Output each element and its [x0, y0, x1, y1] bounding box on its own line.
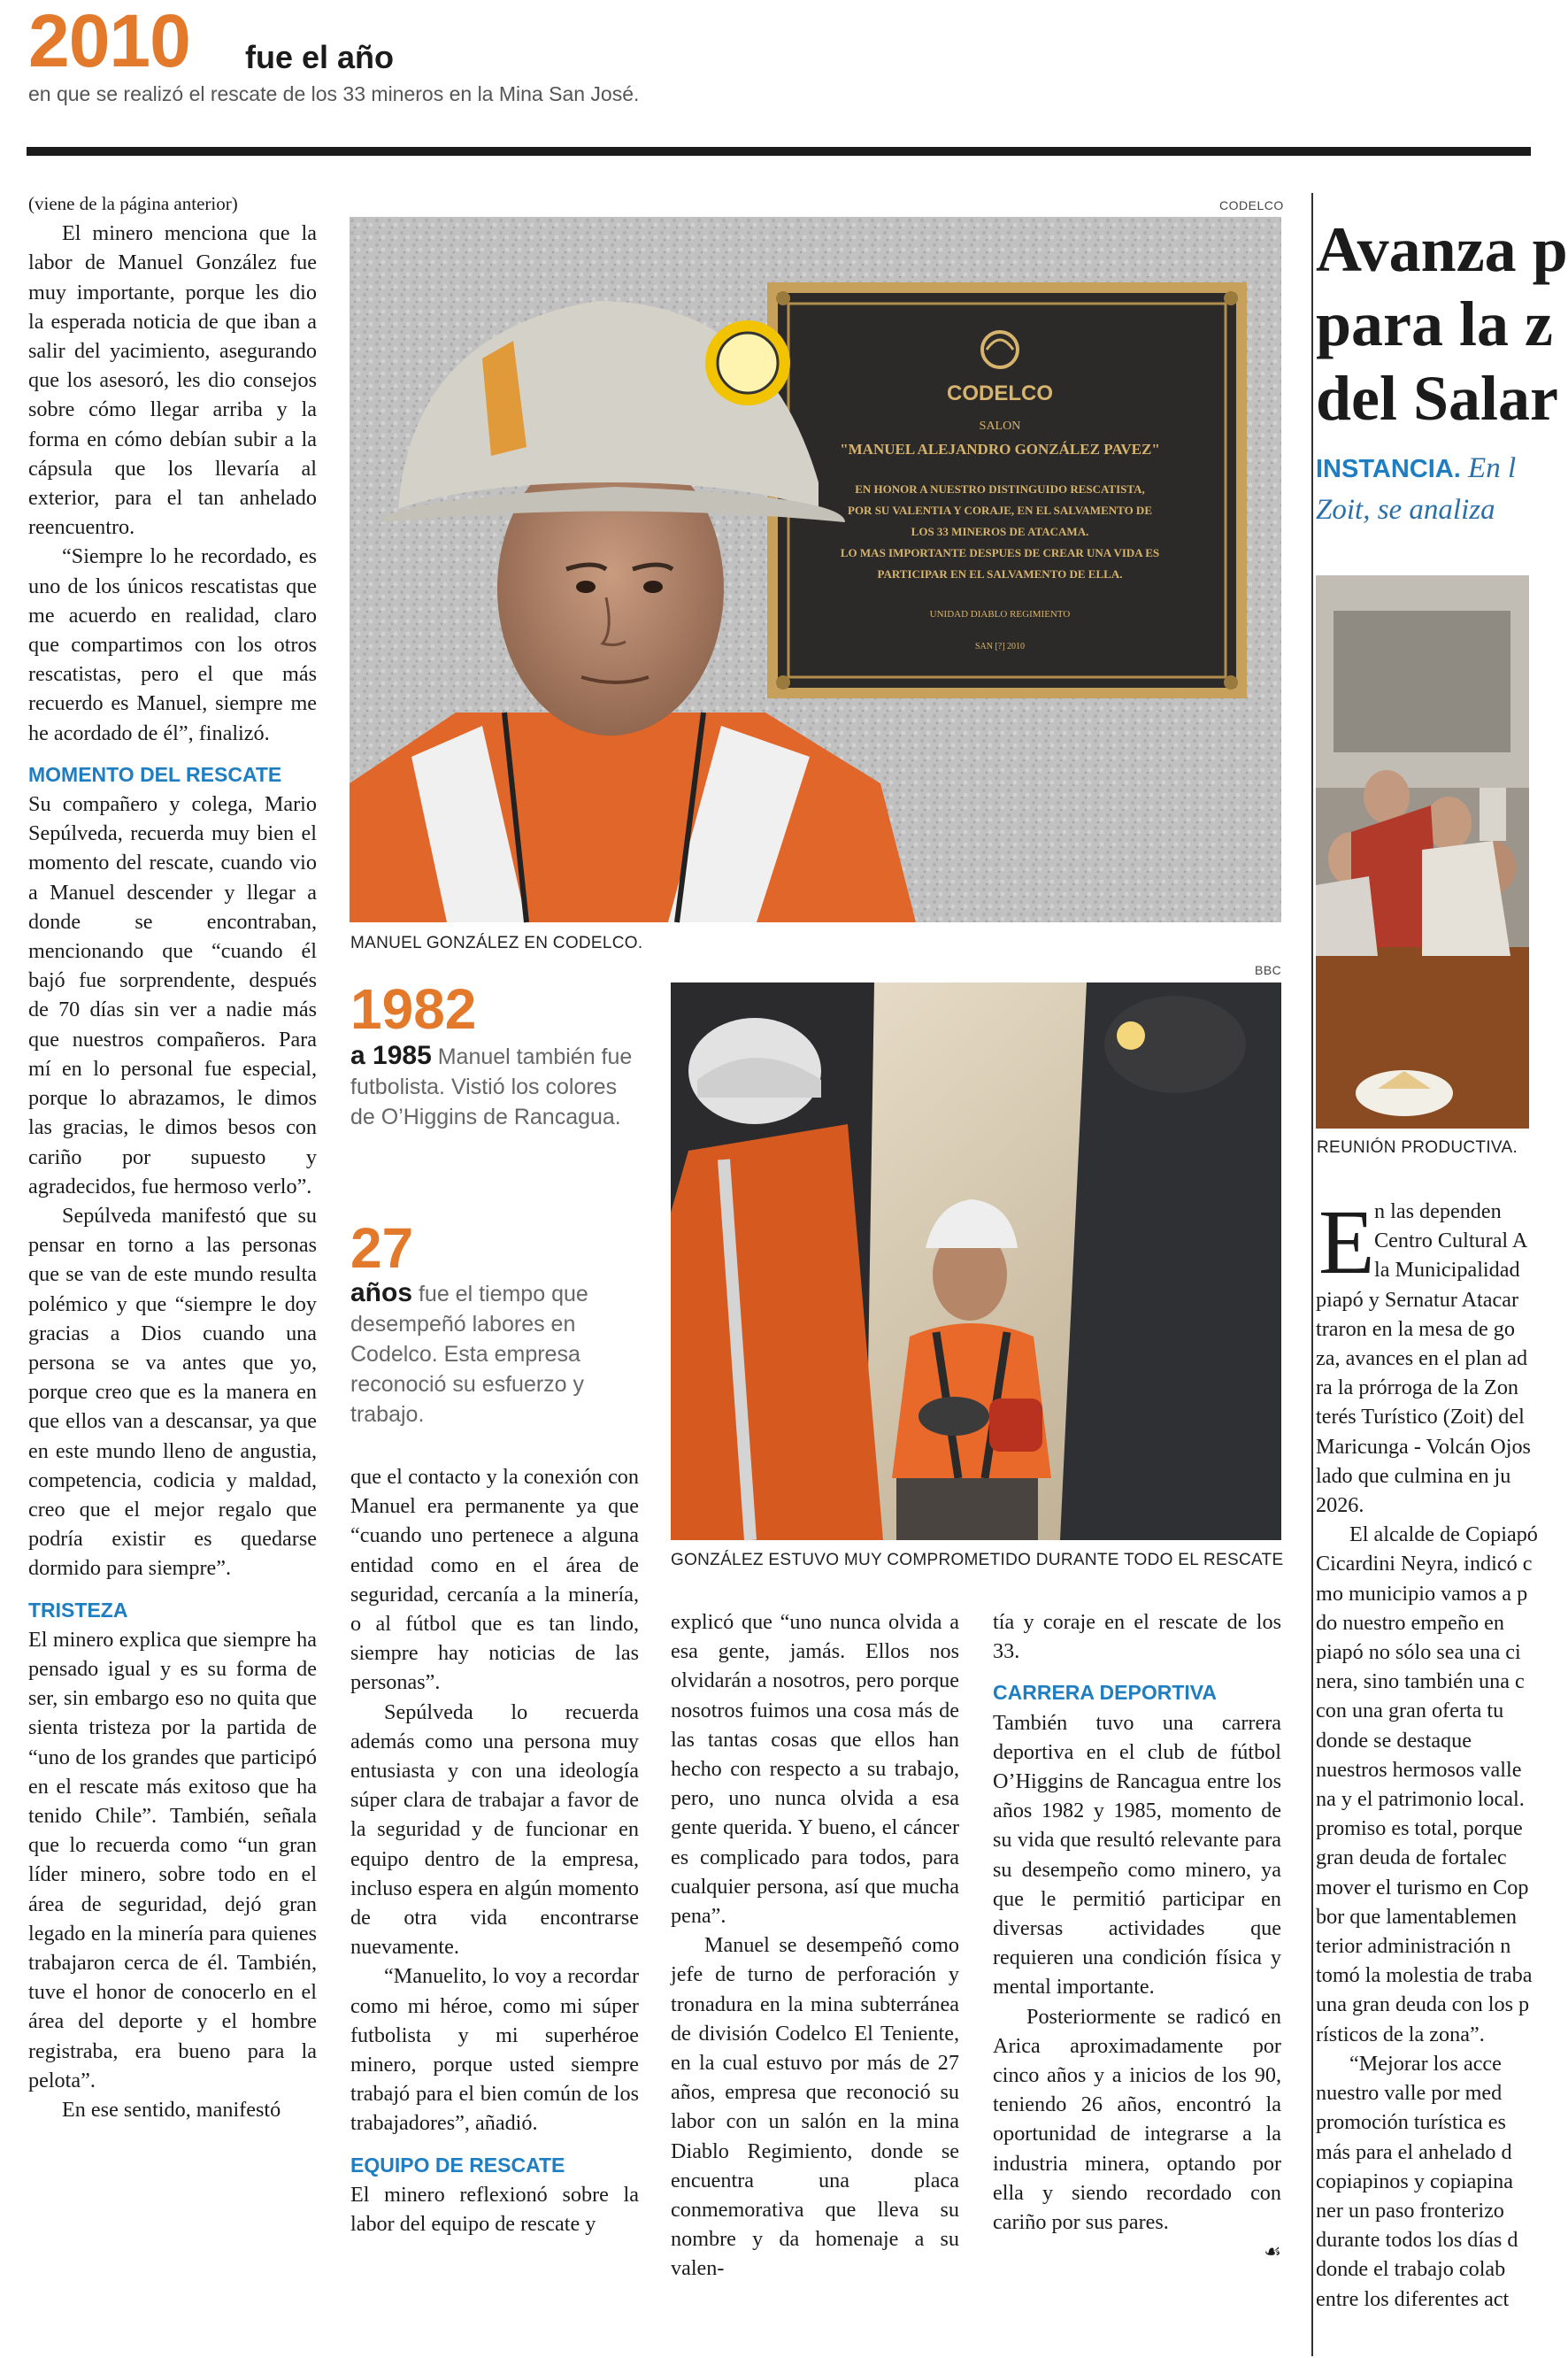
- photo-graphic: [1316, 575, 1529, 1129]
- stat-27-number: 27: [350, 1216, 414, 1280]
- subhead-carrera-deportiva: CARRERA DEPORTIVA: [993, 1681, 1218, 1705]
- column-divider: [1311, 193, 1313, 2356]
- continuation-note: (viene de la página anterior): [28, 193, 238, 214]
- text-line: entre los diferentes act: [1316, 2286, 1510, 2311]
- article-column-3: [671, 1607, 959, 2284]
- end-mark: ☙: [1264, 2240, 1281, 2263]
- paragraph: Manuel se desempeñó como jefe de turno de perforación y tronadura en la mina subterránea de división Codelco El Teniente, en la cual estuvo por más de 27 años, empresa que reconoció su labor con un salón en la mina Diablo Regimiento, donde se encuentra una placa conmemorativa que lleva su nombre y da homenaje a su valen-: [671, 1933, 959, 2281]
- text-line: lado que culmina en ju: [1316, 1463, 1511, 1488]
- plaque-text: POR SU VALENTIA Y CORAJE, EN EL SALVAMENTO DE: [848, 504, 1152, 517]
- text-line: terés Turístico (Zoit) del: [1316, 1405, 1525, 1429]
- photo-meeting: [1316, 575, 1529, 1129]
- text-line: traron en la mesa de go: [1316, 1316, 1515, 1341]
- text-line: rísticos de la zona”.: [1316, 2022, 1485, 2046]
- text-line: za, avances en el plan ad: [1316, 1346, 1528, 1371]
- photo-caption: GONZÁLEZ ESTUVO MUY COMPROMETIDO DURANTE TODO EL RESCATE: [671, 1551, 1284, 1569]
- highlight-subtitle: en que se realizó el rescate de los 33 mineros en la Mina San José.: [28, 82, 640, 105]
- stat-27-bold: años: [350, 1278, 413, 1307]
- headline-line: Avanza p: [1316, 214, 1568, 285]
- drop-cap: E: [1318, 1191, 1375, 1293]
- photo-credit: BBC: [1255, 963, 1282, 977]
- end-mark-row: [993, 2237, 1281, 2266]
- text-line: mo municipio vamos a p: [1316, 1581, 1528, 1606]
- photo-graphic: [671, 982, 1281, 1540]
- paragraph: El minero menciona que la labor de Manuel González fue muy importante, porque les dio la esperada noticia de que iban a salir del yacimiento, asegurando que los asesoró, les dio consejos sobre cómo llegar arriba y la forma en cómo debían subir a la cápsula que los llevaría al exterior, para el tan anhelado reencuentro.: [28, 221, 317, 540]
- text-line: una gran deuda con los p: [1316, 1992, 1530, 2017]
- subhead-tristeza: TRISTEZA: [28, 1598, 128, 1622]
- text-line: Cicardini Neyra, indicó c: [1316, 1552, 1533, 1576]
- photo-caption: REUNIÓN PRODUCTIVA.: [1317, 1138, 1518, 1157]
- text-line: donde el trabajo colab: [1316, 2257, 1506, 2282]
- paragraph: Sepúlveda manifestó que su pensar en torno a las personas que se van de este mundo resulta polémico y que “siempre le doy gracias a Dios cuando una persona se va antes que yo, porque creo que es la manera en que ellos van a descansar, ya que en este mundo lleno de angustia, competencia, codicia y maldad, creo que el mejor regalo que podría existir es quedarse dormido para siempre”.: [28, 1203, 317, 1581]
- plaque-text: LOS 33 MINEROS DE ATACAMA.: [911, 525, 1089, 538]
- text-line: n las dependen: [1374, 1199, 1502, 1223]
- text-line: do nuestro empeño en: [1316, 1610, 1504, 1635]
- photo-graphic: [350, 217, 1281, 922]
- text-line: “Mejorar los acce: [1349, 2051, 1502, 2076]
- plaque-text: PARTICIPAR EN EL SALVAMENTO DE ELLA.: [877, 567, 1123, 581]
- text-line: promiso es total, porque: [1316, 1816, 1523, 1841]
- text-line: bor que lamentablemen: [1316, 1904, 1518, 1929]
- photo-caption: MANUEL GONZÁLEZ EN CODELCO.: [350, 934, 643, 952]
- paragraph: que el contacto y la conexión con Manuel era permanente ya que “cuando uno pertenece a alguna entidad como en el área de seguridad, cercanía a la minería, o al fútbol que es tan lindo, siempre hay noticias de las personas”.: [350, 1465, 639, 1695]
- lead-kicker: INSTANCIA.: [1316, 455, 1461, 483]
- highlight-label: fue el año: [245, 39, 395, 75]
- photo-credit: CODELCO: [1219, 198, 1284, 212]
- text-line: tomó la molestia de traba: [1316, 1963, 1533, 1988]
- text-line: durante todos los días d: [1316, 2228, 1518, 2253]
- plaque-text: SALON: [979, 420, 1021, 433]
- text-line: nuestros hermosos valle: [1316, 1757, 1522, 1782]
- paragraph: explicó que “uno nunca olvida a esa gente, jamás. Ellos nos olvidarán a nosotros, pero porque nosotros fuimos una cosa más de las tantas cosas que ellos han hecho con respecto a su trabajo, pero, uno nunca olvida a esa gente querida. Y bueno, el cáncer es complicado para todos, para cualquier persona, así que mucha pena”.: [671, 1610, 959, 1929]
- paragraph: En ese sentido, manifestó: [62, 2098, 281, 2122]
- paragraph: “Siempre lo he recordado, es uno de los únicos rescatistas que me acuerdo en realidad, claro que compartimos con los otros rescatistas, pero el que más recuerdo es Manuel, siempre me he acordado de él”, finalizó.: [28, 544, 317, 745]
- text-line: copiapinos y copiapina: [1316, 2169, 1514, 2193]
- lead-text: Zoit, se analiza: [1316, 494, 1495, 526]
- right-headline: [1316, 212, 1568, 435]
- text-line: terior administración n: [1316, 1934, 1511, 1959]
- paragraph: El minero reflexionó sobre la labor del equipo de rescate y: [350, 2182, 639, 2237]
- text-line: Maricunga - Volcán Ojos: [1316, 1434, 1531, 1459]
- paragraph: “Manuelito, lo voy a recordar como mi héroe, como mi súper futbolista y mi superhéroe minero, porque usted siempre trabajó para el bien común de los trabajadores”, añadió.: [350, 1964, 639, 2136]
- article-column-4: [993, 1607, 1281, 2266]
- text-line: piapó y Sernatur Atacar: [1316, 1287, 1519, 1312]
- headline-line: para la z: [1316, 289, 1553, 359]
- subhead-momento-del-rescate: MOMENTO DEL RESCATE: [28, 762, 282, 786]
- headline-line: del Salar: [1316, 363, 1559, 434]
- paragraph: Su compañero y colega, Mario Sepúlveda, recuerda muy bien el momento del rescate, cuando vio a Manuel descender y llegar a donde se encontraban, mencionando que “cuando él bajó fue sorprendente, después de 70 días sin ver a nadie más que nuestros compañeros. Para mí en lo personal fue especial, porque lo abrazamos, le dimos las gracias, le dimos besos con cariño por supuesto y agradecidos, fue hermoso verlo”.: [28, 792, 317, 1198]
- article-column-1: [28, 189, 317, 2124]
- plaque-text: SAN [?] 2010: [974, 642, 1026, 651]
- plaque-brand: CODELCO: [947, 381, 1053, 405]
- text-line: na y el patrimonio local.: [1316, 1787, 1525, 1812]
- photo-rescue-team: [671, 982, 1281, 1540]
- text-line: más para el anhelado d: [1316, 2139, 1512, 2164]
- text-line: gran deuda de fortalec: [1316, 1846, 1507, 1870]
- header-rule: [27, 147, 1531, 156]
- stat-27-body: fue el tiempo que desempeñó labores en Codelco. Esta empresa reconoció su esfuerzo y trabajo.: [350, 1282, 588, 1427]
- paragraph: El minero explica que siempre ha pensado igual y es su forma de ser, sin embargo eso no quita que sienta tristeza por la partida de “uno de los grandes que participó en el rescate más exitoso que ha tenido Chile”. También, señala que lo recuerda como “un gran líder minero, sobre todo en el área de seguridad, dejó gran legado en la minería para quienes trabajaron cerca de él. También, tuve el honor de conocerlo en el área del deporte y el hombre registraba, era bueno para la pelota”.: [28, 1627, 317, 2092]
- subhead-equipo-de-rescate: EQUIPO DE RESCATE: [350, 2153, 565, 2177]
- stat-1982-body: Manuel también fue futbolista. Vistió los colores de O’Higgins de Rancagua.: [350, 1044, 633, 1129]
- plaque-text: UNIDAD DIABLO REGIMIENTO: [929, 609, 1071, 620]
- text-line: nera, sino también una c: [1316, 1669, 1525, 1694]
- plaque-text: "MANUEL ALEJANDRO GONZÁLEZ PAVEZ": [840, 441, 1160, 458]
- text-line: piapó no sólo sea una ci: [1316, 1640, 1521, 1665]
- text-line: ner un paso fronterizo: [1316, 2198, 1504, 2223]
- stat-27-text: [350, 1278, 642, 1429]
- text-line: mover el turismo en Cop: [1316, 1875, 1529, 1900]
- text-line: Centro Cultural A: [1374, 1229, 1528, 1253]
- text-line: donde se destaque: [1316, 1728, 1472, 1753]
- right-lead: [1316, 448, 1516, 530]
- text-line: 2026.: [1316, 1493, 1364, 1518]
- text-line: la Municipalidad: [1374, 1258, 1520, 1283]
- photo-manuel-gonzalez-plaque: [350, 217, 1281, 922]
- plaque-text: EN HONOR A NUESTRO DISTINGUIDO RESCATISTA,: [855, 482, 1145, 496]
- text-line: con una gran oferta tu: [1316, 1699, 1504, 1723]
- highlight-year: 2010: [28, 0, 190, 82]
- text-line: nuestro valle por med: [1316, 2081, 1503, 2106]
- stat-1982-text: [350, 1041, 642, 1132]
- paragraph: Posteriormente se radicó en Arica aproximadamente por cinco años y a inicios de los 90, teniendo 26 años, encontró la oportunidad de integrarse a la industria minera, optando por ella y siendo recordado con cariño por sus pares.: [993, 2004, 1281, 2235]
- paragraph: tía y coraje en el rescate de los 33.: [993, 1610, 1281, 1664]
- lead-text: En l: [1460, 452, 1517, 484]
- paragraph: También tuvo una carrera deportiva en el club de fútbol O’Higgins de Rancagua entre los años 1982 y 1985, momento de su vida que resultó relevante para su desempeño como minero, ya que le permitió participar en diversas actividades que requieren una condición física y mental importante.: [993, 1710, 1281, 2000]
- text-line: ra la prórroga de la Zon: [1316, 1376, 1519, 1400]
- stat-1982-bold: a 1985: [350, 1041, 432, 1070]
- text-line: El alcalde de Copiapó: [1349, 1522, 1538, 1547]
- plaque-text: LO MAS IMPORTANTE DESPUES DE CREAR UNA VIDA ES: [840, 546, 1160, 559]
- paragraph: Sepúlveda lo recuerda además como una persona muy entusiasta y con una ideología súper clara de trabajar a favor de la seguridad y de funcionar en equipo dentro de la empresa, incluso espera en algún momento de otra vida encontrarse nuevamente.: [350, 1699, 639, 1960]
- stat-1982-number: 1982: [350, 977, 477, 1041]
- right-article-text: [1316, 1191, 1538, 2314]
- article-column-2: [350, 1462, 639, 2239]
- text-line: promoción turística es: [1316, 2110, 1506, 2135]
